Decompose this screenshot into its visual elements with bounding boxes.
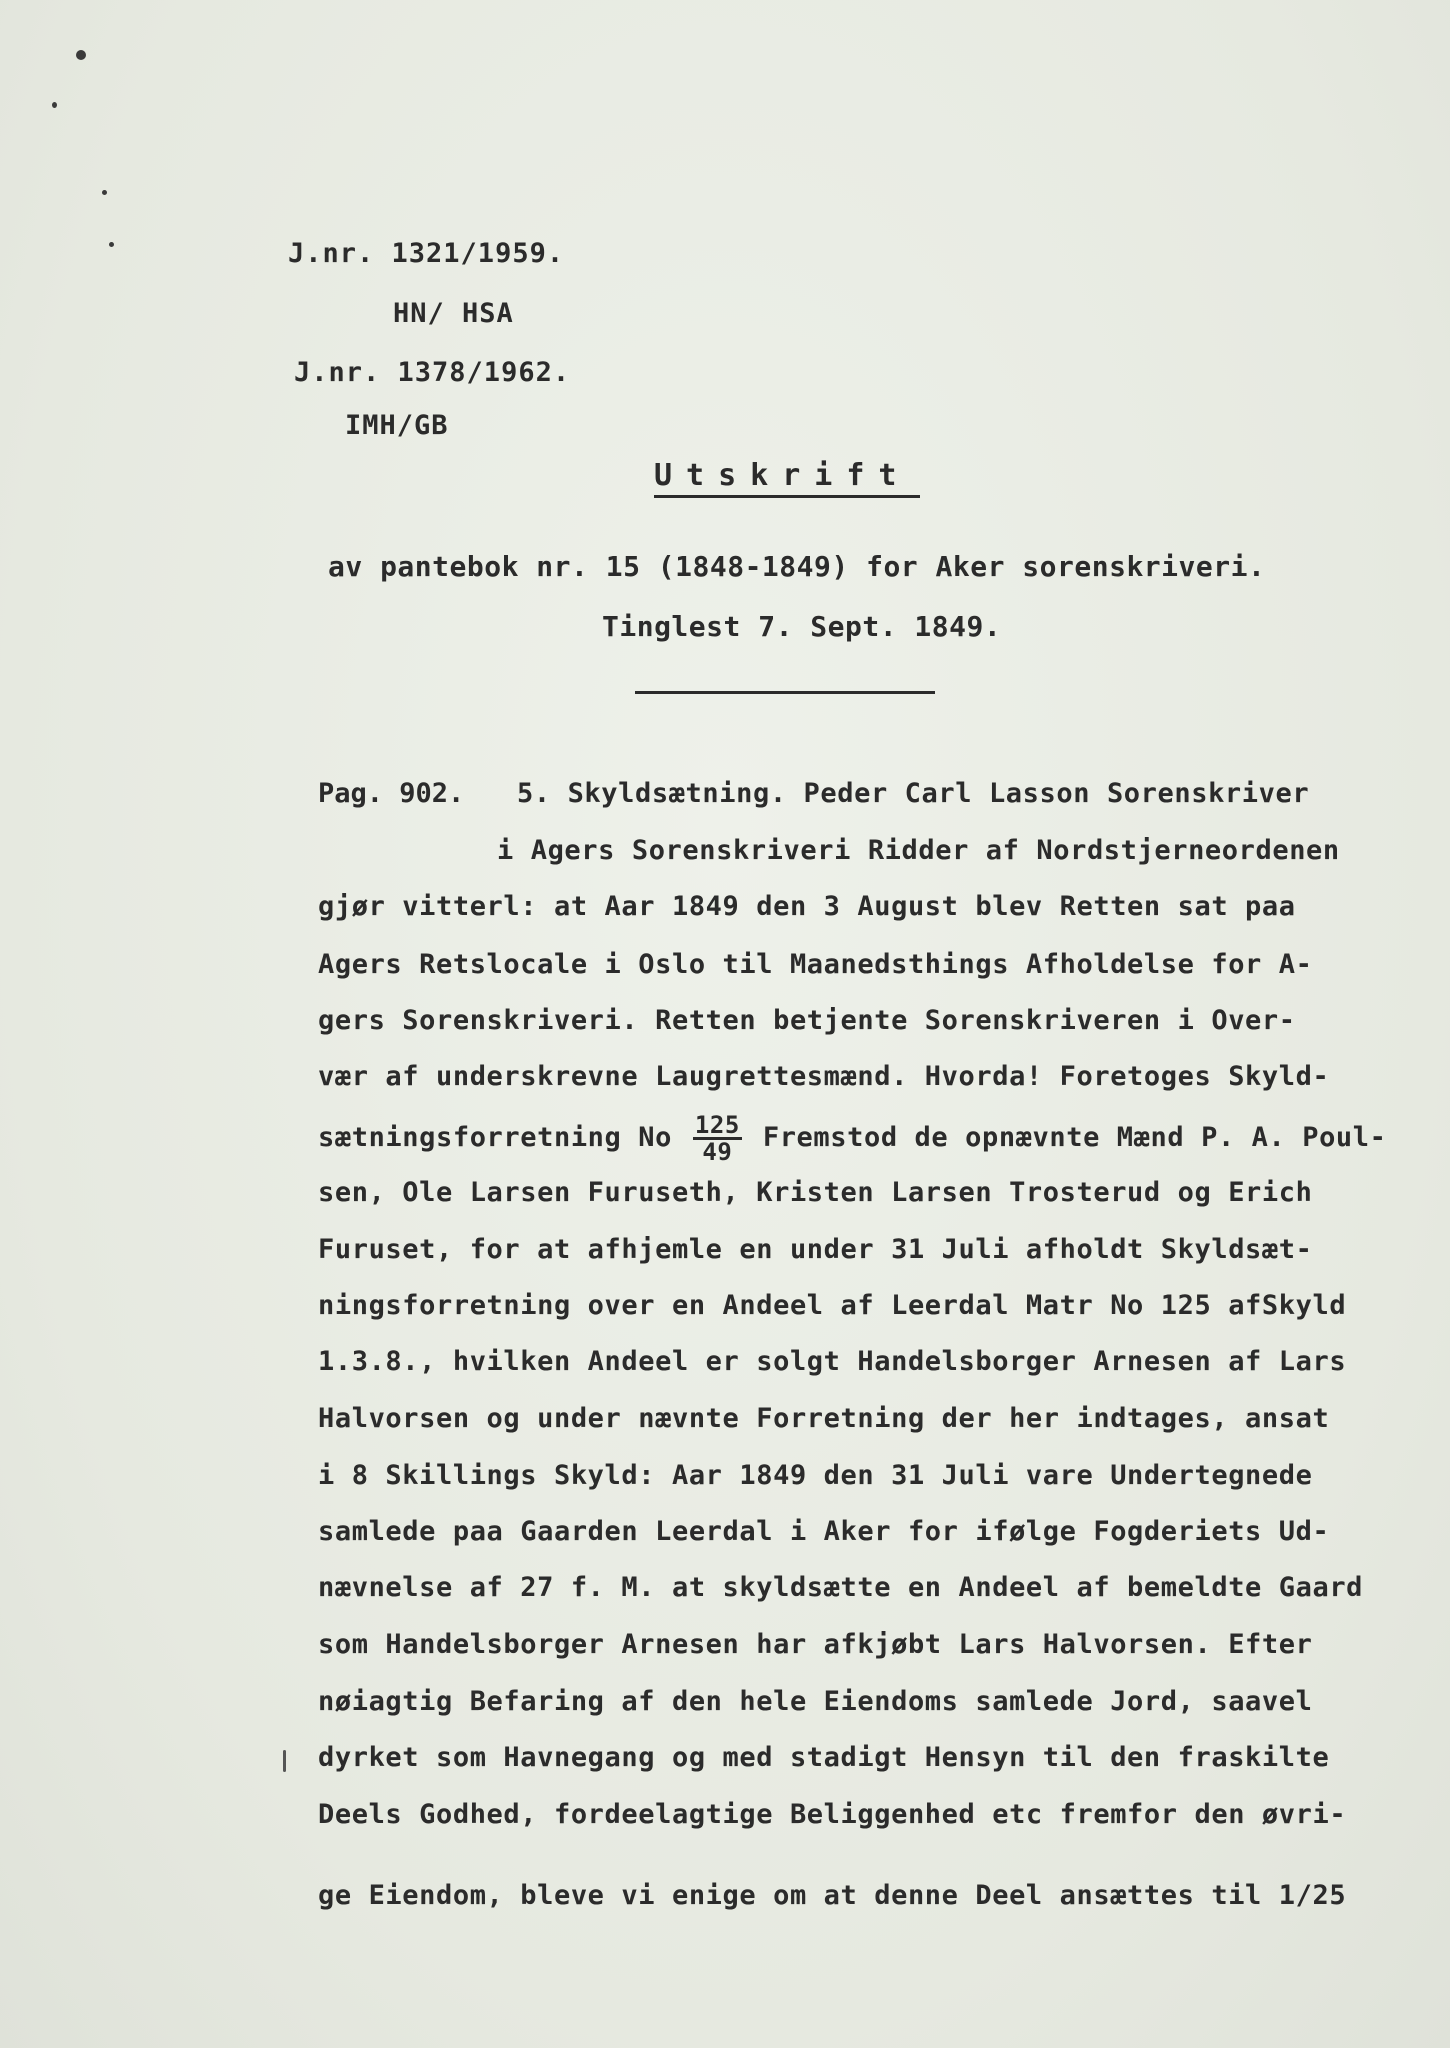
page-reference: Pag. 902.	[318, 778, 465, 809]
body-line: 1.3.8., hvilken Andeel er solgt Handelsborger Arnesen af Lars	[318, 1346, 1347, 1377]
body-line: dyrket som Havnegang og med stadigt Hensyn til den fraskilte	[318, 1742, 1330, 1773]
fraction-numerator: 125	[694, 1111, 740, 1139]
margin-mark	[283, 1750, 286, 1772]
section-divider	[635, 691, 935, 694]
body-line: gjør vitterl: at Aar 1849 den 3 August blev Retten sat paa	[318, 891, 1296, 922]
body-line: som Handelsborger Arnesen har afkjøbt Lars Halvorsen. Efter	[318, 1629, 1313, 1660]
body-line: i Agers Sorenskriveri Ridder af Nordstjerneordenen	[497, 835, 1340, 866]
body-line: nævnelse af 27 f. M. at skyldsætte en Andeel af bemeldte Gaard	[318, 1572, 1364, 1603]
body-line	[318, 1113, 1387, 1164]
body-line: vær af underskrevne Laugrettesmænd. Hvorda! Foretoges Skyld-	[318, 1061, 1330, 1092]
margin-mark	[76, 50, 86, 60]
fraction-matr-number	[693, 1113, 742, 1164]
initials-2: IMH/GB	[345, 410, 449, 441]
body-line: samlede paa Gaarden Leerdal i Aker for ifølge Fogderiets Ud-	[318, 1516, 1330, 1547]
journal-number-1: J.nr. 1321/1959.	[288, 238, 565, 269]
body-line: Agers Retslocale i Oslo til Maanedsthings Afholdelse for A-	[318, 949, 1313, 980]
body-line: Furuset, for at afhjemle en under 31 Juli afholdt Skyldsæt-	[318, 1234, 1313, 1265]
document-title: Utskrift	[654, 458, 911, 493]
margin-mark	[109, 242, 114, 247]
body-line: ge Eiendom, bleve vi enige om at denne Deel ansættes til 1/25	[318, 1880, 1347, 1911]
subtitle-source: av pantebok nr. 15 (1848-1849) for Aker sorenskriveri.	[328, 550, 1266, 583]
body-line: ningsforretning over en Andeel af Leerdal Matr No 125 afSkyld	[318, 1290, 1347, 1321]
body-line: Halvorsen og under nævnte Forretning der her indtages, ansat	[318, 1403, 1330, 1434]
body-line: Deels Godhed, fordeelagtige Beliggenhed etc fremfor den øvri-	[318, 1799, 1347, 1830]
margin-mark	[102, 190, 107, 195]
margin-mark	[52, 102, 57, 108]
body-line: sen, Ole Larsen Furuseth, Kristen Larsen Trosterud og Erich	[318, 1177, 1313, 1208]
body-line-text: Fremstod de opnævnte Mænd P. A. Poul-	[762, 1122, 1387, 1153]
initials-1: HN/ HSA	[393, 298, 514, 329]
body-line-text: sætningsforretning No	[318, 1122, 672, 1153]
body-line: i 8 Skillings Skyld: Aar 1849 den 31 Juli vare Undertegnede	[318, 1460, 1313, 1491]
body-line: nøiagtig Befaring af den hele Eiendoms samlede Jord, saavel	[318, 1686, 1313, 1717]
title-underline	[654, 495, 920, 498]
subtitle-date: Tinglest 7. Sept. 1849.	[602, 610, 1002, 643]
journal-number-2: J.nr. 1378/1962.	[294, 357, 571, 388]
body-line: 5. Skyldsætning. Peder Carl Lasson Sorenskriver	[517, 778, 1310, 809]
fraction-denominator: 49	[702, 1138, 733, 1166]
body-line: gers Sorenskriveri. Retten betjente Sorenskriveren i Over-	[318, 1005, 1296, 1036]
